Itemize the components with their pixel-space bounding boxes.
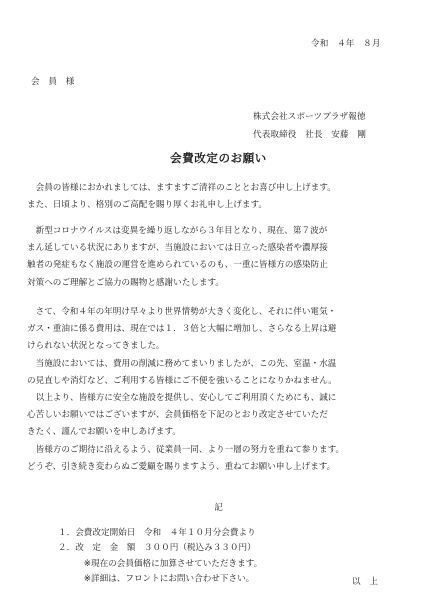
notice-item: ２．改 定 金 額 ３００円（税込み３３０円） [58,543,256,554]
letter-date: 令和 ４年 ８月 [311,39,381,49]
paragraph-covid [27,223,411,292]
body-line: 心苦しいお願いではございますが、会員価格を下記のとおり改定させていただ [27,410,328,421]
body-line: まん延している状況にありますが、当施設においては日立った感染者や濃厚接 [27,243,328,254]
notice-item: ※現在の会員価格に加算させていただきます。 [58,558,263,569]
letter-title: 会費改定のお願い [170,151,267,165]
body-line: ガス・重油に係る費用は、現在では１．３倍と大幅に増加し、さらなる上昇は避 [27,324,337,335]
notice-item: １．会費改定開始日 令和 ４年１０月分会費より [58,528,256,538]
notice-item: ※詳細は、フロントにお問い合わせ下さい。 [58,573,255,584]
body-line: どうぞ、引き続き変わらぬご愛顧を賜りますよう、重ねてお願い申し上げます。 [27,461,336,472]
issuer-company: 株式会社スポーツプラザ報徳 [253,112,366,122]
body-line: 当施設においては、費用の削減に務めてまいりましたが、この先、室温・水温 [27,358,337,369]
body-line: 会員の皆様におかれましては、ますますご清祥のこととお喜び申し上げます。 [27,183,336,193]
body-line: 新型コロナウイルスは変異を繰り返しながら３年目となり、現在、第７波が [27,226,328,236]
paragraph-fee-change [27,304,411,476]
body-line: さて、令和４年の年明け早々より世界情勢が大きく変化し、それに伴い電気・ [27,307,337,317]
recipient: 会 員 様 [31,77,75,87]
closing: 以 上 [352,577,379,587]
ki-heading: 記 [214,503,223,513]
body-line: の見直しや消灯など、ご利用する皆様にご不便を強いることになりかねません。 [27,375,337,386]
body-line: 皆様方のご期待に沿えるよう、従業員一同、より一層の努力を重ねて参ります。 [27,444,345,455]
body-line: 以上より、皆様方に安全な施設を提供し、安心してご利用頂くためにも、誠に [27,393,337,404]
body-line: けられない状況となってきました。 [27,341,165,352]
notice-items [58,526,262,587]
body-line: 対策へのご理解とご協力の賜物と感謝いたします。 [27,277,224,288]
issuer-representative: 代表取締役 社長 安藤 剛 [253,130,367,140]
body-line: きたく、謹んでお願いを申しあげます。 [27,427,181,438]
paragraph-greeting [27,180,411,214]
body-line: また、日頃より、格別のご高配を賜り厚くお礼申し上げます。 [27,200,267,211]
body-line: 触者の発症もなく施設の運営を進められているのも、一重に皆様方の感染防止 [27,260,328,271]
